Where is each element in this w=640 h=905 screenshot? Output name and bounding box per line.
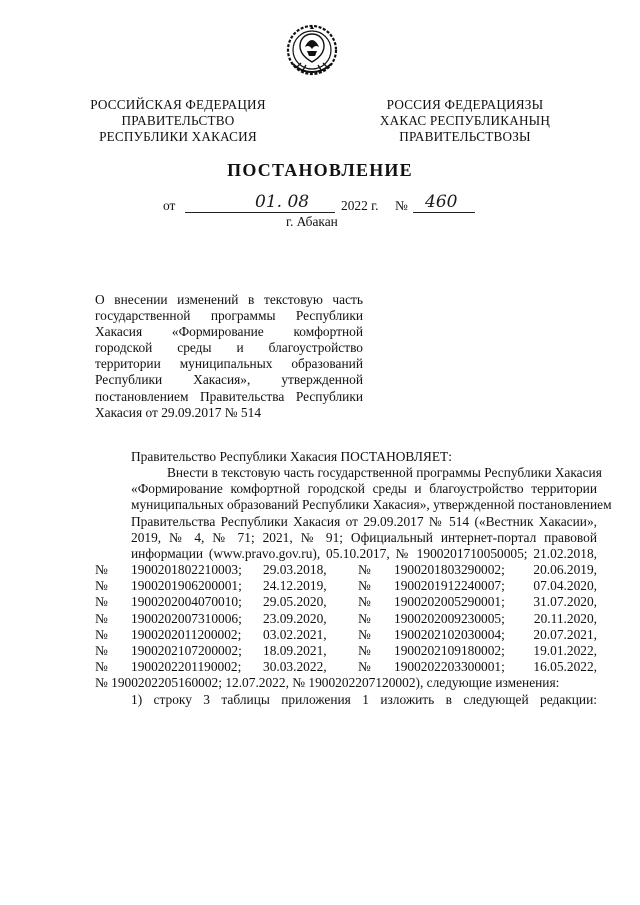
number-label: № [395, 198, 408, 213]
header-right-line: ПРАВИТЕЛЬСТВОЗЫ [399, 129, 531, 144]
paragraph-line: «Формирование комфортной городской среды и благоустройство территории [131, 481, 597, 497]
number-sign: № [358, 594, 371, 610]
registry-date: 03.02.2021, [263, 626, 327, 642]
registry-number: 1900202005290001; [394, 594, 505, 610]
registry-number: 1900202107200002; [131, 643, 242, 659]
city-name: г. Абакан [286, 214, 338, 229]
document-title: ПОСТАНОВЛЕНИЕ [227, 160, 413, 180]
registry-row [95, 562, 597, 578]
registry-number: 1900201802210003; [131, 562, 242, 577]
registry-number: 1900202011200002; [131, 626, 242, 642]
registry-date: 16.05.2022, [533, 659, 597, 675]
number-handwritten: 460 [425, 192, 458, 212]
registry-number: 1900202007310006; [131, 610, 242, 626]
registry-date: 24.12.2019, [263, 578, 327, 594]
header-right [360, 97, 570, 145]
registry-row [95, 578, 597, 594]
registry-number: 1900201803290002; [394, 562, 505, 577]
registry-date: 29.05.2020, [263, 594, 327, 610]
document-subject: О внесении изменений в текстовую часть государственной программы Республики Хакасия «Формирование комфортной городской среды и благоустройство территории муниципальных образований Республики Хакасия», утвержденной постановлением Правительства Республики Хакасия от 29.09.2017 № 514 [95, 292, 363, 420]
amendments-list-tail: № 1900202205160002; 12.07.2022, № 1900202207120002), следующие изменения: [95, 675, 560, 690]
number-sign: № [358, 659, 371, 675]
registry-number: 1900202201190002; [131, 659, 242, 675]
registry-numbers [95, 562, 597, 675]
registry-number: 1900202102030004; [394, 626, 505, 642]
from-label: от [163, 198, 176, 213]
registry-row [95, 611, 597, 627]
number-sign: № [95, 562, 108, 577]
registry-number: 1900202009230005; [394, 610, 505, 626]
registry-number: 1900201912240007; [394, 578, 505, 594]
registry-number: 1900202004070010; [131, 594, 242, 610]
header-right-line: РОССИЯ ФЕДЕРАЦИЯЗЫ [386, 97, 544, 112]
main-paragraph [95, 465, 612, 562]
registry-date: 31.07.2020, [533, 594, 597, 610]
number-sign: № [358, 626, 371, 642]
registry-row [95, 659, 597, 675]
date-underline [185, 212, 335, 213]
registry-date: 23.09.2020, [263, 610, 327, 626]
registry-date: 30.03.2022, [263, 659, 327, 675]
paragraph-line: информации (www.pravo.gov.ru), 05.10.2017, № 1900201710050005; 21.02.2018, [131, 546, 597, 562]
resolution-intro: Правительство Республики Хакасия ПОСТАНОВЛЯЕТ: [131, 449, 452, 464]
registry-date: 20.11.2020, [533, 610, 597, 626]
registry-date: 18.09.2021, [263, 643, 327, 659]
registry-date: 20.07.2021, [533, 626, 597, 642]
registry-row [95, 594, 597, 610]
number-sign: № [358, 610, 371, 626]
number-sign: № [95, 626, 108, 642]
header-left [80, 97, 276, 145]
number-sign: № [358, 643, 371, 659]
registry-date: 29.03.2018, [263, 562, 327, 577]
number-sign: № [95, 610, 108, 626]
number-sign: № [95, 594, 108, 610]
paragraph-line: Внести в текстовую часть государственной программы Республики Хакасия [167, 465, 602, 480]
date-handwritten: 01. 08 [255, 192, 310, 212]
paragraph-line: Правительства Республики Хакасия от 29.09.2017 № 514 («Вестник Хакасии», [131, 513, 597, 529]
number-underline [413, 212, 475, 213]
header-left-line: РОССИЙСКАЯ ФЕДЕРАЦИЯ [90, 97, 266, 112]
number-sign: № [95, 578, 108, 594]
paragraph-line: 2019, № 4, № 71; 2021, № 91; Официальный интернет-портал правовой [131, 529, 597, 545]
number-sign: № [358, 562, 371, 577]
registry-number: 1900201906200001; [131, 578, 242, 594]
date-number-line [163, 192, 483, 214]
amendment-item-1: 1) строку 3 таблицы приложения 1 изложить в следующей редакции: [131, 692, 597, 707]
number-sign: № [358, 578, 371, 594]
header-left-line: РЕСПУБЛИКИ ХАКАСИЯ [99, 129, 257, 144]
header-left-line: ПРАВИТЕЛЬСТВО [121, 113, 235, 128]
registry-number: 1900202203300001; [394, 659, 505, 675]
registry-date: 20.06.2019, [533, 562, 597, 577]
registry-row [95, 643, 597, 659]
header-right-line: ХАКАС РЕСПУБЛИКАНЫҢ [379, 113, 551, 128]
paragraph-line: муниципальных образований Республики Хакасия», утвержденной постановлением [131, 497, 612, 513]
registry-date: 19.01.2022, [533, 643, 597, 659]
coat-of-arms-icon [283, 20, 341, 78]
number-sign: № [95, 659, 108, 675]
registry-date: 07.04.2020, [533, 578, 597, 594]
number-sign: № [95, 643, 108, 659]
registry-number: 1900202109180002; [394, 643, 505, 659]
year-text: 2022 г. [341, 198, 379, 213]
registry-row [95, 627, 597, 643]
